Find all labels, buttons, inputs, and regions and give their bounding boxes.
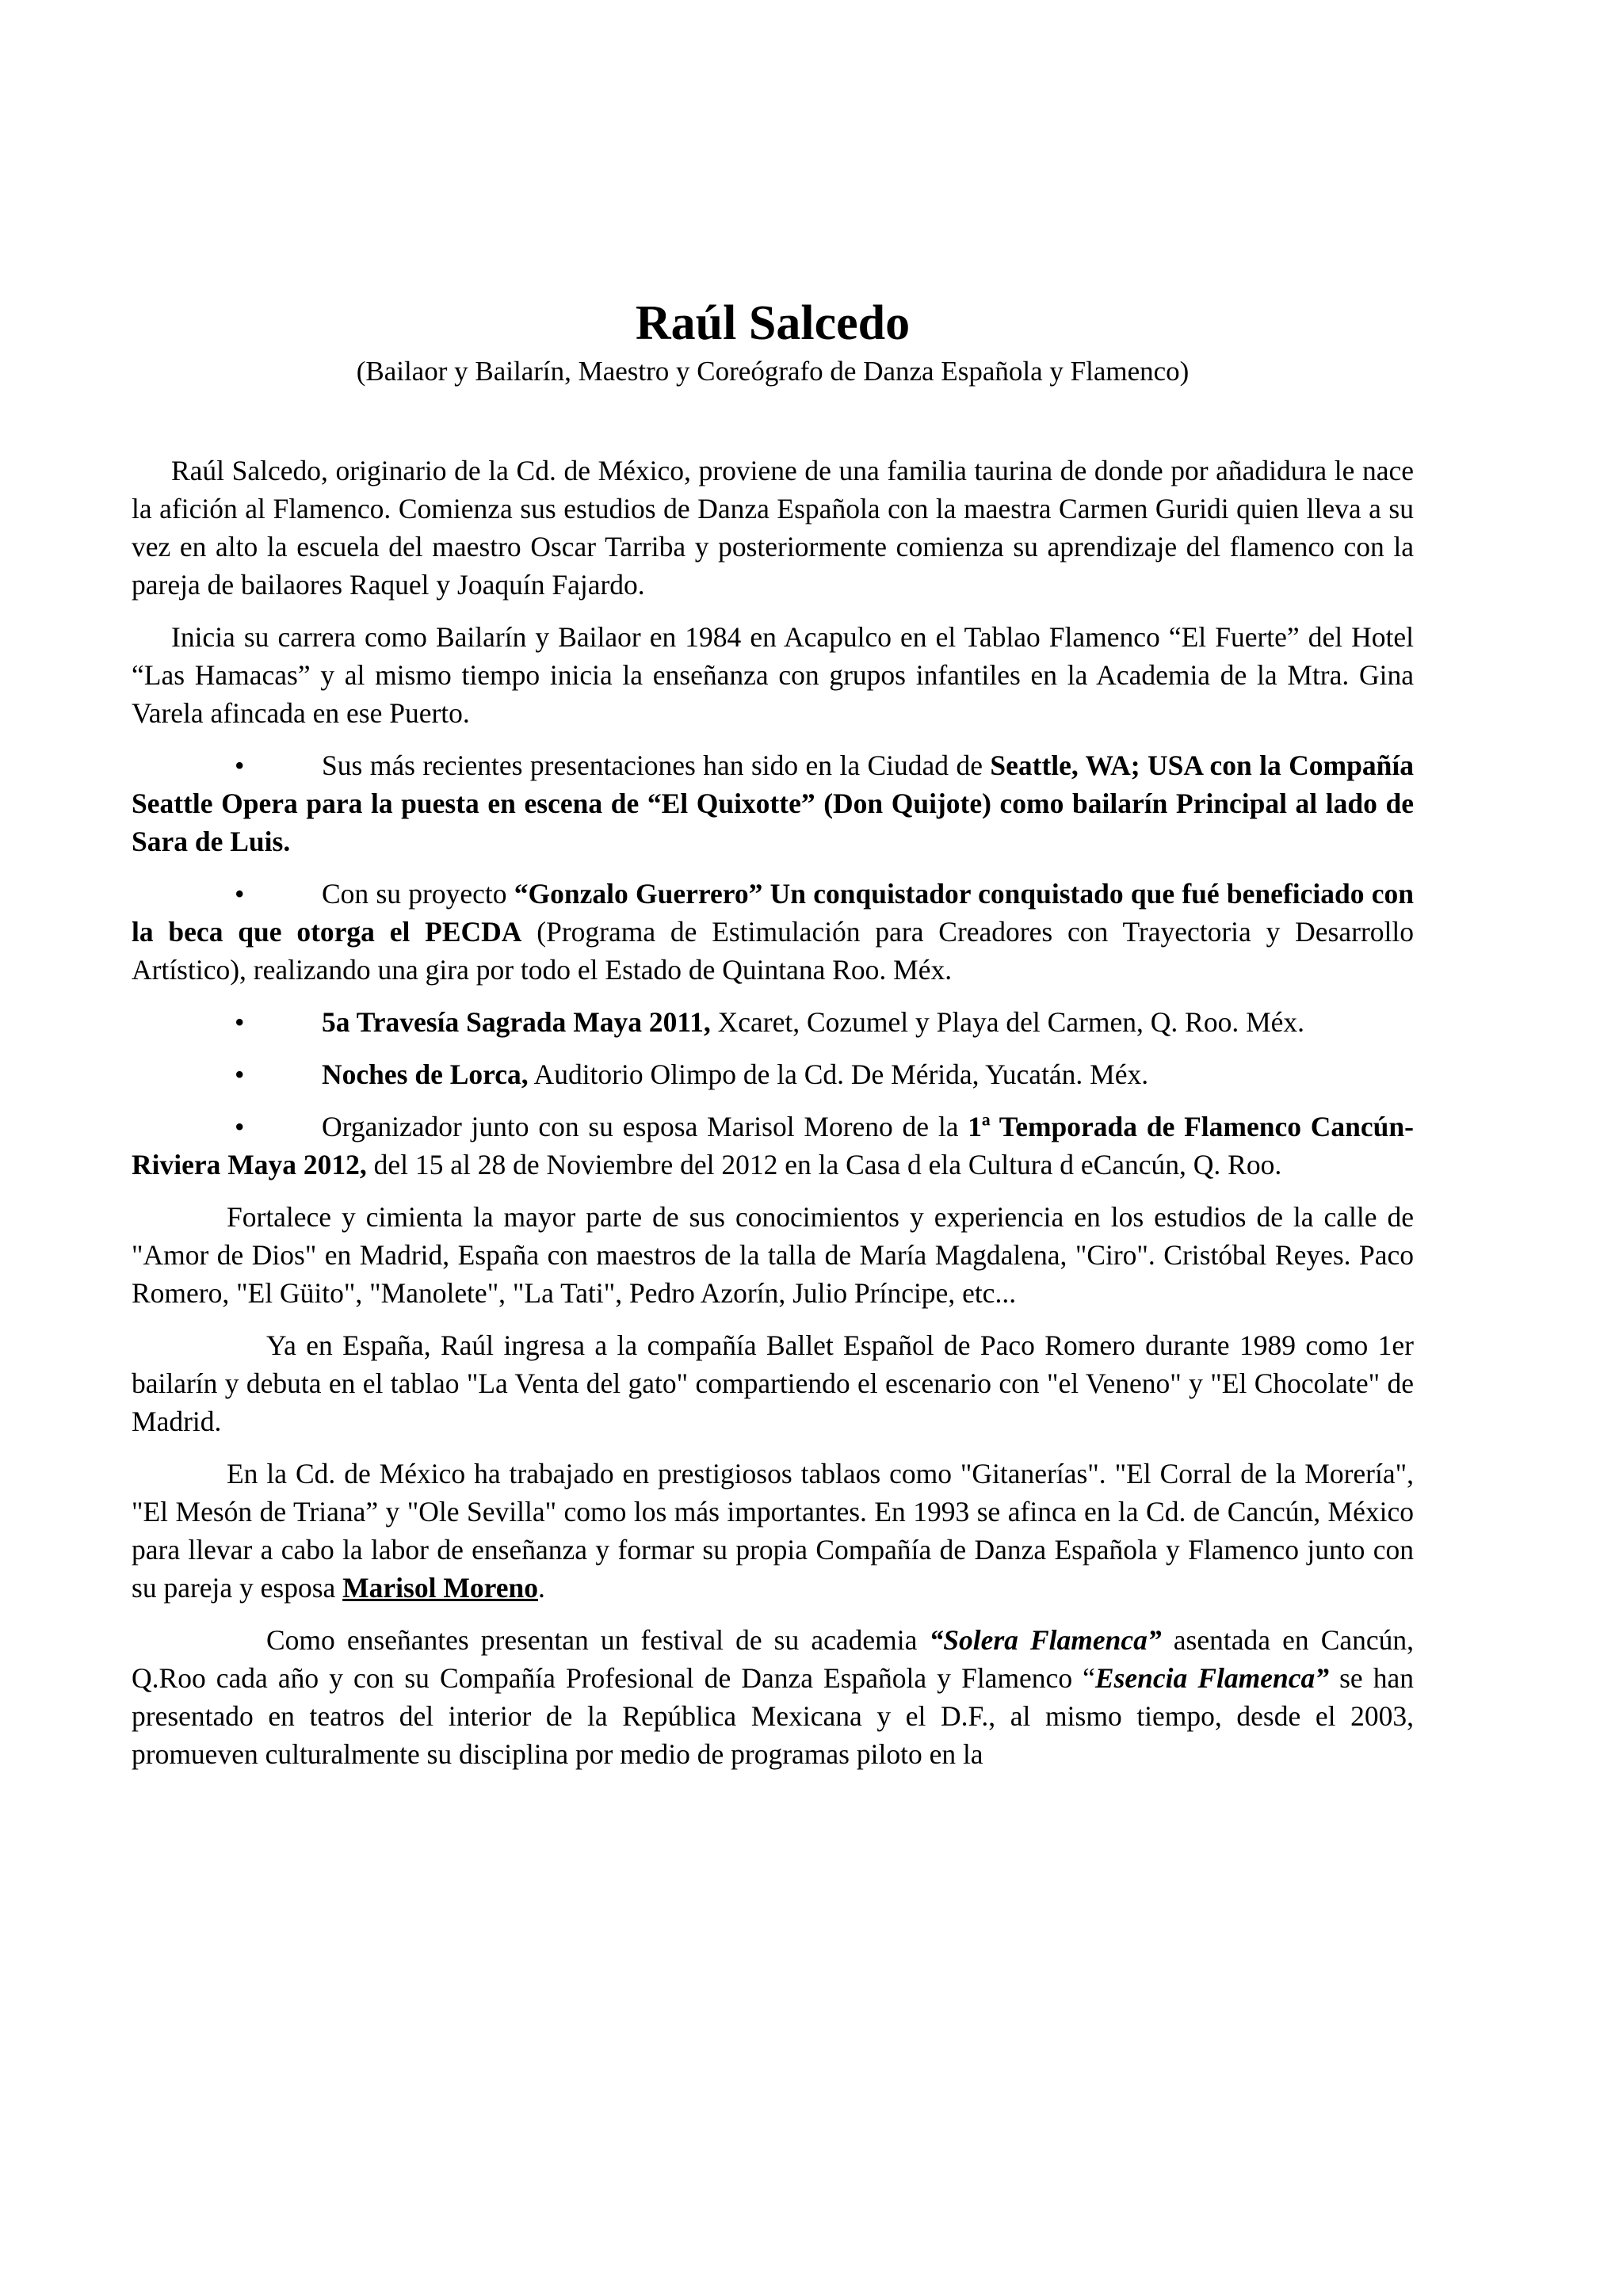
- paragraph-academy-festival: Como enseñantes presentan un festival de su academia “Solera Flamenca” asentada en Cancún, Q.Roo cada año y con su Compañía Profesional de Danza Española y Flamenco “Esencia Flamenca” se han presentado en teatros del interior de la República Mexicana y el D.F., al mismo tiempo, desde el 2003, promueven culturalmente su disciplina por medio de programas piloto en la: [132, 1624, 1415, 1770]
- list-item-gonzalo-guerrero: • Con su proyecto “Gonzalo Guerrero” Un conquistador conquistado que fué beneficiado con la beca que otorga el PECDA (Programa de Estimulación para Creadores con Trayectoria y Desarrollo Artístico), realizando una gira por todo el Estado de Quintana Roo. Méx.: [132, 875, 1414, 989]
- list-item-noches-de-lorca: • Noches de Lorca, Auditorio Olimpo de la Cd. De Mérida, Yucatán. Méx.: [132, 1055, 1414, 1093]
- paragraph-mexico-tablaos: En la Cd. de México ha trabajado en prestigiosos tablaos como "Gitanerías". "El Corral de la Morería", "El Mesón de Triana” y "Ole Sevilla" como los más importantes. En 1993 se afinca en la Cd. de Cancún, México para llevar a cabo la labor de enseñanza y formar su propia Compañía de Danza Española y Flamenco junto con su pareja y esposa Marisol Moreno.: [132, 1458, 1414, 1604]
- page-subtitle: (Bailaor y Bailarín, Maestro y Coreógrafo de Danza Española y Flamenco): [356, 356, 1190, 387]
- paragraph-origin: Raúl Salcedo, originario de la Cd. de México, proviene de una familia taurina de donde por añadidura le nace la afición al Flamenco. Comienza sus estudios de Danza Española con la maestra Carmen Guridi quien lleva a su vez en alto la escuela del maestro Oscar Tarriba y posteriormente comienza su aprendizaje del flamenco con la pareja de bailaores Raquel y Joaquín Fajardo.: [132, 455, 1414, 601]
- bullet-icon: •: [235, 1006, 245, 1038]
- bullet-icon: •: [235, 878, 245, 910]
- list-item-travesia-maya: • 5a Travesía Sagrada Maya 2011, Xcaret, Cozumel y Playa del Carmen, Q. Roo. Méx.: [132, 1003, 1414, 1041]
- list-item-seattle: • Sus más recientes presentaciones han sido en la Ciudad de Seattle, WA; USA con la Compañía Seattle Opera para la puesta en escena de “El Quixotte” (Don Quijote) como bailarín Principal al lado de Sara de Luis.: [132, 746, 1414, 860]
- paragraph-spain-ballet: Ya en España, Raúl ingresa a la compañía Ballet Español de Paco Romero durante 1989 como 1er bailarín y debuta en el tablao "La Venta del gato" compartiendo el escenario con "el Veneno" y "El Chocolate" de Madrid.: [132, 1329, 1414, 1437]
- paragraph-madrid-training: Fortalece y cimienta la mayor parte de sus conocimientos y experiencia en los estudios de la calle de "Amor de Dios" en Madrid, España con maestros de la talla de María Magdalena, "Ciro". Cristóbal Reyes. Paco Romero, "El Güito", "Manolete", "La Tati", Pedro Azorín, Julio Príncipe, etc...: [132, 1201, 1414, 1309]
- marisol-moreno-link[interactable]: Marisol Moreno: [342, 1572, 538, 1604]
- list-item-temporada-flamenco: • Organizador junto con su esposa Marisol Moreno de la 1ª Temporada de Flamenco Cancún-Riviera Maya 2012, del 15 al 28 de Noviembre del 2012 en la Casa d ela Cultura d eCancún, Q. Roo.: [132, 1108, 1414, 1184]
- paragraph-career-start: Inicia su carrera como Bailarín y Bailaor en 1984 en Acapulco en el Tablao Flamenco “El Fuerte” del Hotel “Las Hamacas” y al mismo tiempo inicia la enseñanza con grupos infantiles en la Academia de la Mtra. Gina Varela afincada en ese Puerto.: [132, 621, 1414, 729]
- bullet-icon: •: [235, 1111, 245, 1142]
- page-title: Raúl Salcedo: [635, 296, 911, 350]
- bullet-icon: •: [235, 1058, 245, 1090]
- document-page: [132, 293, 1414, 1787]
- bullet-icon: •: [235, 749, 245, 781]
